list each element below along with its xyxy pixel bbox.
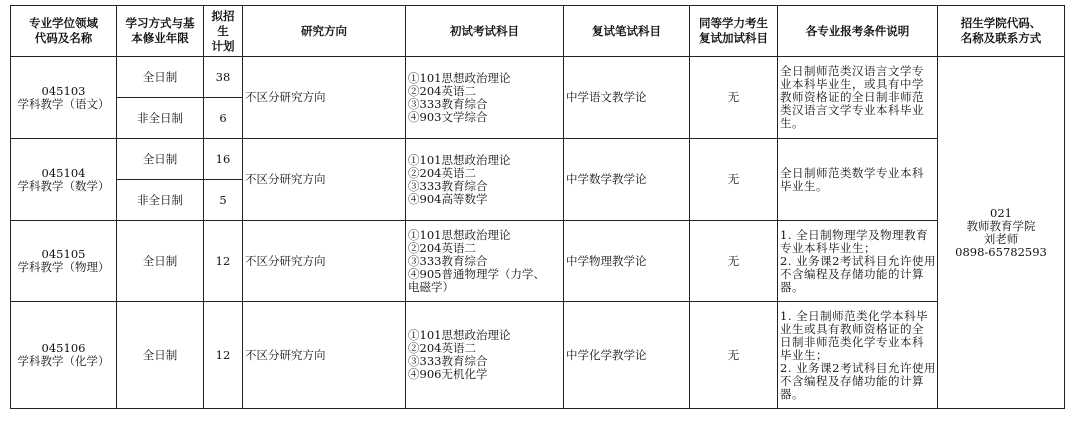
retest-cell: 中学数学教学论 xyxy=(564,139,690,221)
exam-subjects-cell: ①101思想政治理论 ②204英语二 ③333教育综合 ④906无机化学 xyxy=(406,302,564,409)
study-mode-cell: 全日制 xyxy=(117,139,204,180)
exam-subjects-cell: ①101思想政治理论 ②204英语二 ③333教育综合 ④904高等数学 xyxy=(406,139,564,221)
exam-subjects-cell: ①101思想政治理论 ②204英语二 ③333教育综合 ④903文学综合 xyxy=(406,57,564,139)
extra-cell: 无 xyxy=(690,221,778,302)
conditions-cell: 全日制师范类数学专业本科 毕业生。 xyxy=(778,139,938,221)
major-cell: 045104 学科教学（数学） xyxy=(11,139,117,221)
extra-cell: 无 xyxy=(690,302,778,409)
header-college: 招生学院代码、 名称及联系方式 xyxy=(938,6,1065,57)
major-cell: 045105 学科教学（物理） xyxy=(11,221,117,302)
header-conditions: 各专业报考条件说明 xyxy=(778,6,938,57)
direction-cell: 不区分研究方向 xyxy=(243,221,406,302)
header-equivalent-extra: 同等学力考生 复试加试科目 xyxy=(690,6,778,57)
extra-cell: 无 xyxy=(690,57,778,139)
study-mode-cell: 非全日制 xyxy=(117,180,204,221)
direction-cell: 不区分研究方向 xyxy=(243,57,406,139)
major-cell: 045103 学科教学（语文） xyxy=(11,57,117,139)
header-research-direction: 研究方向 xyxy=(243,6,406,57)
extra-cell: 无 xyxy=(690,139,778,221)
study-mode-cell: 全日制 xyxy=(117,302,204,409)
retest-cell: 中学化学教学论 xyxy=(564,302,690,409)
conditions-cell: 1. 全日制物理学及物理教育 专业本科毕业生； 2. 业务课2考试科目允许使用 不含编程及存储功能的计算 器。 xyxy=(778,221,938,302)
retest-cell: 中学物理教学论 xyxy=(564,221,690,302)
conditions-cell: 全日制师范类汉语言文学专 业本科毕业生，或具有中学 教师资格证的全日制非师范 类汉语言文学专业本科毕业 生。 xyxy=(778,57,938,139)
study-mode-cell: 全日制 xyxy=(117,221,204,302)
header-major-code-name: 专业学位领域 代码及名称 xyxy=(11,6,117,57)
plan-cell: 12 xyxy=(204,302,243,409)
table-row xyxy=(11,139,1065,180)
table-row xyxy=(11,221,1065,302)
direction-cell: 不区分研究方向 xyxy=(243,302,406,409)
study-mode-cell: 非全日制 xyxy=(117,98,204,139)
conditions-cell: 1. 全日制师范类化学本科毕 业生或具有教师资格证的全 日制非师范类化学专业本科 毕业生； 2. 业务课2考试科目允许使用 不含编程及存储功能的计算 器。 xyxy=(778,302,938,409)
major-cell: 045106 学科教学（化学） xyxy=(11,302,117,409)
plan-cell: 38 xyxy=(204,57,243,98)
admissions-table xyxy=(10,5,1065,409)
plan-cell: 5 xyxy=(204,180,243,221)
table-row xyxy=(11,57,1065,98)
study-mode-cell: 全日制 xyxy=(117,57,204,98)
direction-cell: 不区分研究方向 xyxy=(243,139,406,221)
plan-cell: 6 xyxy=(204,98,243,139)
header-study-mode: 学习方式与基 本修业年限 xyxy=(117,6,204,57)
header-enrollment-plan: 拟招生 计划 xyxy=(204,6,243,57)
header-row xyxy=(11,6,1065,57)
table-row xyxy=(11,302,1065,409)
exam-subjects-cell: ①101思想政治理论 ②204英语二 ③333教育综合 ④905普通物理学（力学、 电磁学） xyxy=(406,221,564,302)
college-cell: 021 教师教育学院 刘老师 0898-65782593 xyxy=(938,57,1065,409)
retest-cell: 中学语文教学论 xyxy=(564,57,690,139)
plan-cell: 12 xyxy=(204,221,243,302)
header-exam-subjects: 初试考试科目 xyxy=(406,6,564,57)
plan-cell: 16 xyxy=(204,139,243,180)
header-retest-subject: 复试笔试科目 xyxy=(564,6,690,57)
